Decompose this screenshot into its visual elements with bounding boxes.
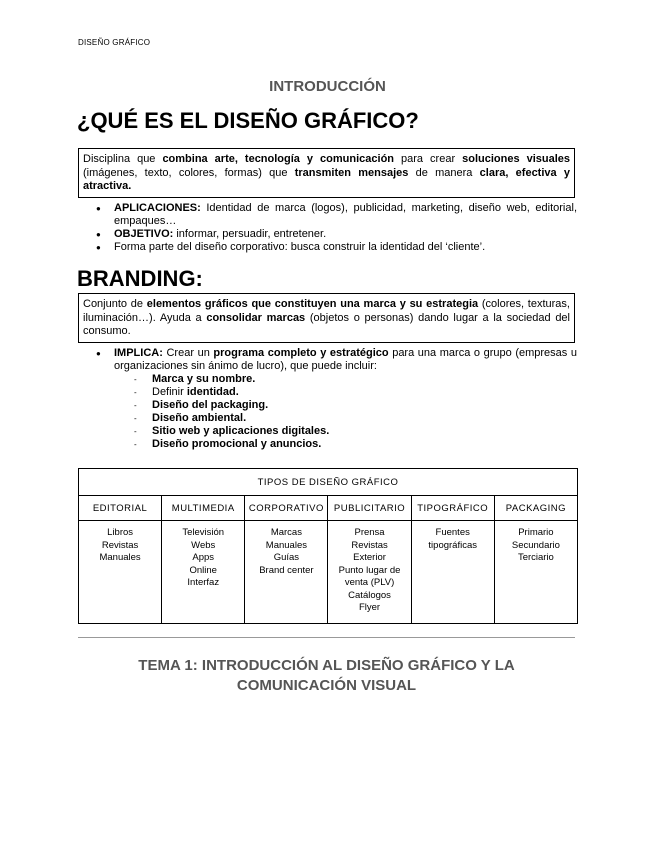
column-header-packaging: PACKAGING [494, 496, 577, 521]
dash-bold: Marca y su nombre. [152, 373, 256, 385]
cell-line: Marcas [270, 527, 302, 538]
bullet-list-branding [96, 347, 577, 451]
dash-item [134, 412, 577, 425]
dash-item [134, 373, 577, 386]
table-cell-tipografico [411, 521, 494, 624]
cell-line: Interfaz [187, 577, 220, 588]
dash-item [134, 438, 577, 451]
cell-line: Primario [518, 527, 554, 538]
cell-line: Online [189, 564, 217, 576]
cell-line: Punto lugar de [338, 564, 401, 576]
bullet-text: Identidad de marca (logos), publicidad, marketing, diseño web, editorial, empaques… [114, 202, 577, 227]
dash-bold: Diseño ambiental. [152, 412, 247, 424]
bullet-list-design [96, 202, 577, 254]
cell-line: Apps [192, 552, 215, 563]
bullet-label: APLICACIONES: [114, 202, 201, 214]
dash-item [134, 386, 577, 399]
table-cell-corporativo [245, 521, 328, 624]
bullet-text: informar, persuadir, entretener. [173, 228, 327, 240]
definition-text: Disciplina que [83, 153, 163, 165]
definition-bold: soluciones visuales [462, 153, 570, 165]
cell-line: Flyer [358, 602, 381, 613]
cell-line: tipográficas [428, 539, 477, 551]
definition-bold: clara, efectiva y atractiva. [83, 166, 571, 192]
dash-bold: Sitio web y aplicaciones digitales. [152, 425, 330, 437]
cell-line: Libros [107, 527, 134, 538]
definition-bold: combina arte, tecnología y comunicación [162, 153, 395, 165]
cell-line: Revistas [351, 539, 388, 551]
cell-line: Revistas [101, 539, 139, 551]
cell-line: Secundario [511, 539, 560, 551]
table-cell-multimedia [162, 521, 245, 624]
cell-line: Guías [273, 552, 300, 563]
table-cell-publicitario [328, 521, 411, 624]
column-header-corporativo: CORPORATIVO [245, 496, 328, 521]
implica-label: IMPLICA: [114, 347, 163, 359]
branding-text: Conjunto de [83, 298, 147, 310]
column-header-tipografico: TIPOGRÁFICO [411, 496, 494, 521]
cell-line: Fuentes [435, 527, 470, 538]
table-title: TIPOS DE DISEÑO GRÁFICO [79, 469, 578, 496]
cell-line: Webs [191, 539, 216, 551]
section-kicker: INTRODUCCIÓN [269, 78, 386, 95]
cell-line: Manuales [99, 552, 141, 563]
cell-line: Terciario [517, 552, 554, 563]
definition-text: de manera [408, 166, 480, 179]
design-types-table [78, 468, 578, 624]
heading-branding: BRANDING: [77, 266, 203, 291]
dash-bold: Diseño del packaging. [152, 399, 269, 411]
column-header-publicitario: PUBLICITARIO [328, 496, 411, 521]
running-header: DISEÑO GRÁFICO [78, 38, 151, 47]
definition-text: para crear [394, 153, 463, 165]
cell-line: Prensa [354, 527, 385, 538]
cell-line: Catálogos [348, 589, 391, 601]
dash-text: Definir [152, 386, 187, 398]
implica-text: Crear un [162, 347, 214, 359]
column-header-multimedia: MULTIMEDIA [162, 496, 245, 521]
cell-line: Manuales [265, 539, 307, 551]
table-cell-editorial [79, 521, 162, 624]
table-cell-packaging [494, 521, 577, 624]
bullet-item [96, 347, 577, 451]
definition-box [78, 148, 575, 198]
bullet-text: Forma parte del diseño corporativo: busca construir la identidad del ‘cliente’. [114, 241, 486, 253]
cell-line: Exterior [353, 552, 386, 563]
branding-text: (objetos o personas) dando lugar a la sociedad del consumo. [83, 311, 570, 337]
dash-bold: identidad. [186, 386, 239, 398]
bullet-item [96, 228, 577, 241]
column-header-editorial: EDITORIAL [79, 496, 162, 521]
heading-que-es: ¿QUÉ ES EL DISEÑO GRÁFICO? [77, 108, 419, 133]
cell-line: venta (PLV) [344, 577, 395, 588]
implica-bold: programa completo y estratégico [213, 347, 389, 359]
definition-bold: transmiten mensajes [294, 166, 409, 179]
divider-line [78, 637, 575, 638]
implica-text: para una marca o grupo (empresas u organizaciones sin ánimo de lucro), que puede incluir: [114, 347, 577, 372]
footer-title: TEMA 1: INTRODUCCIÓN AL DISEÑO GRÁFICO Y LA COMUNICACIÓN VISUAL [138, 657, 515, 694]
cell-line: Televisión [182, 527, 225, 538]
dash-item [134, 425, 577, 438]
bullet-item [96, 241, 577, 254]
branding-bold: elementos gráficos que constituyen una marca y su estrategia [146, 298, 479, 310]
branding-text: (colores, texturas, iluminación…). Ayuda a [83, 298, 570, 324]
implica-sublist [114, 373, 577, 451]
branding-definition-box [78, 293, 575, 343]
dash-item [134, 399, 577, 412]
dash-bold: Diseño promocional y anuncios. [152, 438, 322, 450]
definition-text: (imágenes, texto, colores, formas) que [83, 166, 295, 179]
bullet-item [96, 202, 577, 228]
branding-bold: consolidar marcas [206, 311, 306, 324]
cell-line: Brand center [259, 564, 314, 576]
bullet-label: OBJETIVO: [114, 228, 174, 240]
